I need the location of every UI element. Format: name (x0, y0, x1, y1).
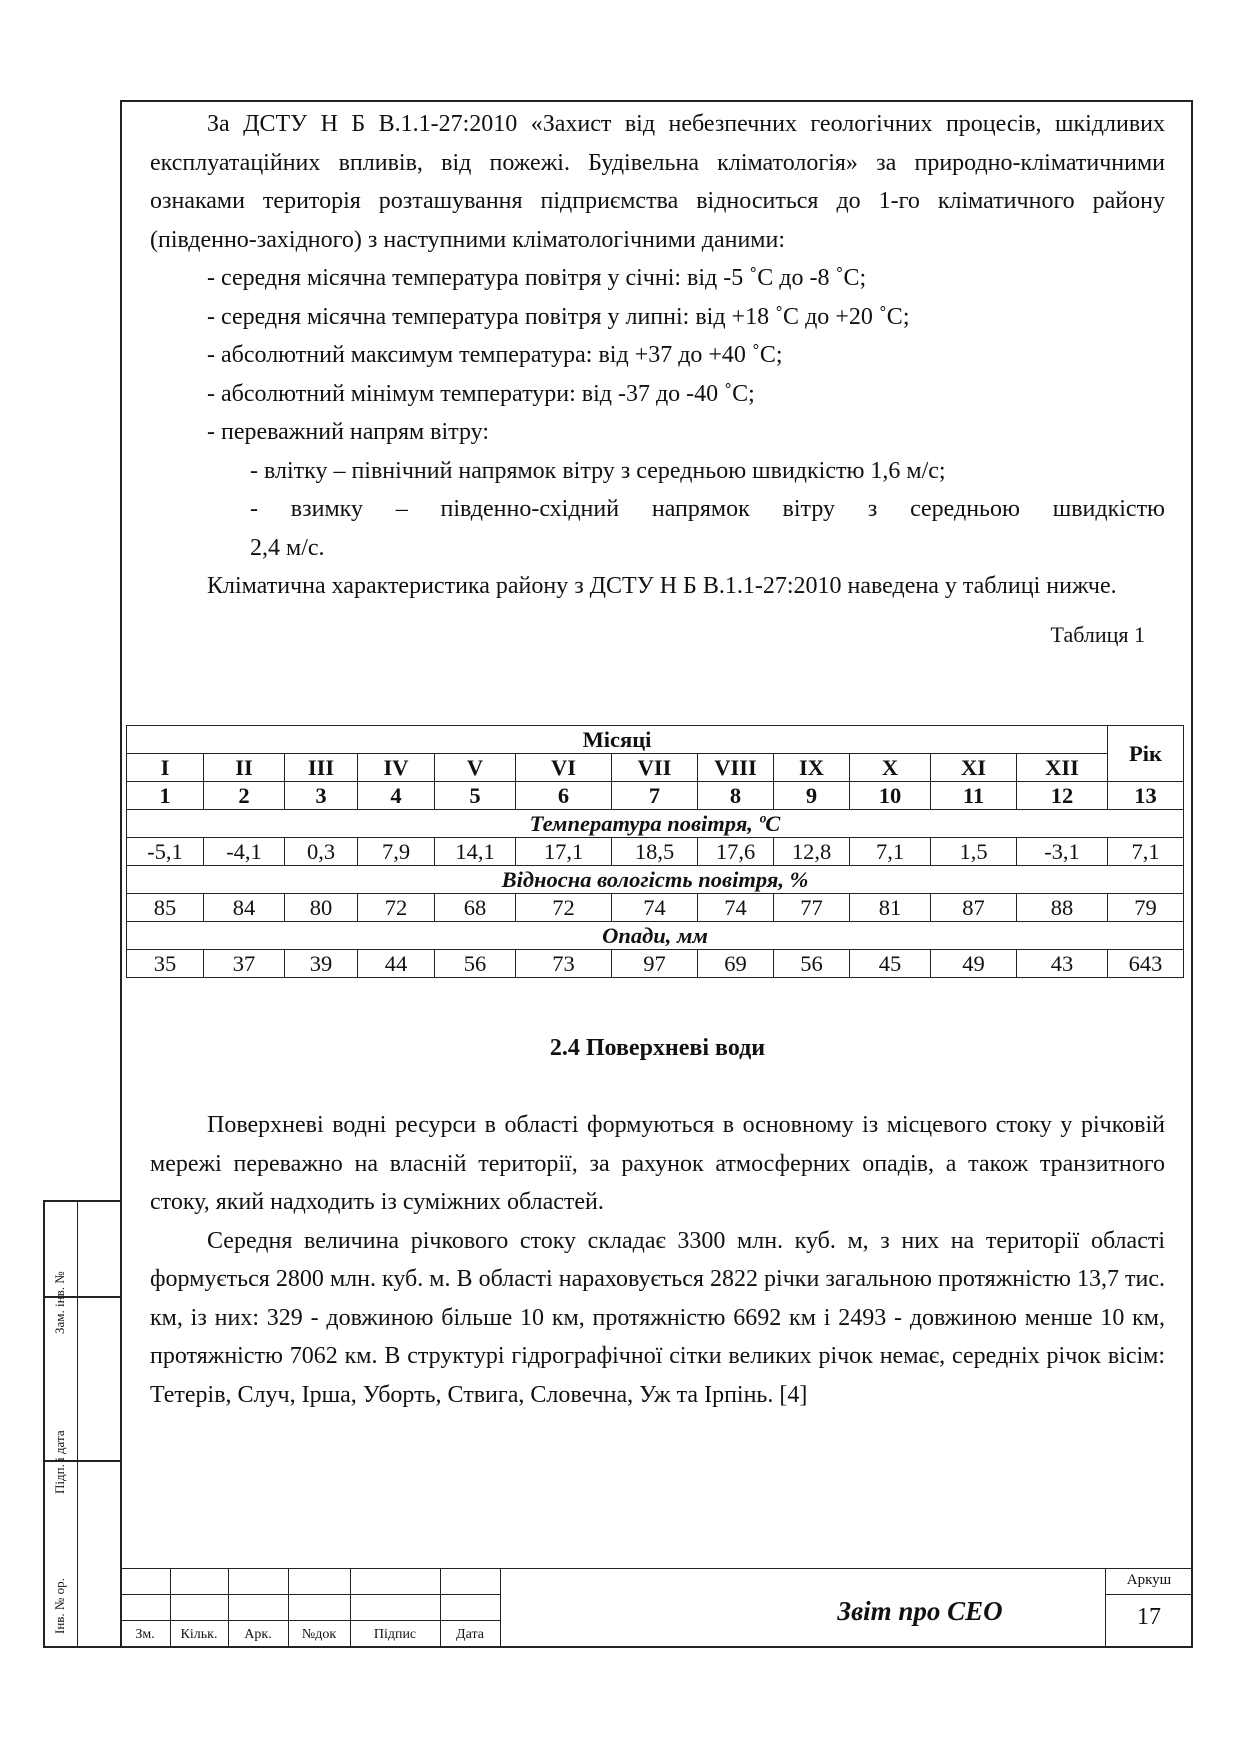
sub-list-item-continuation: 2,4 м/с. (250, 534, 325, 561)
table-cell: 97 (612, 950, 698, 978)
table-cell: 1,5 (931, 838, 1017, 866)
list-item: - переважний напрям вітру: (207, 419, 489, 445)
side-stamp-zam: Зам. інв. № (52, 1271, 67, 1334)
column-number: 11 (931, 782, 1017, 810)
month-roman-header: IV (358, 754, 435, 782)
section-paragraph: Поверхневі водні ресурси в області формуються в основному із місцевого стоку у річковій мережі переважно на власній території, за рахунок атмосферних опадів, а також транзитного стоку, який надходить із суміжних областей. (150, 1112, 1165, 1215)
stamp-label: Зм. (135, 1627, 155, 1642)
table-cell: 18,5 (612, 838, 698, 866)
sheet-label: Аркуш (1126, 1572, 1172, 1588)
table-section-title: Відносна вологість повітря, % (127, 866, 1184, 894)
stamp-label: Арк. (244, 1627, 272, 1642)
stamp-label: Підпис (373, 1627, 417, 1642)
table-caption: Таблиця 1 (1050, 621, 1145, 647)
month-roman-header: II (204, 754, 285, 782)
table-cell: -4,1 (204, 838, 285, 866)
months-header: Місяці (127, 726, 1108, 754)
column-number: 12 (1017, 782, 1108, 810)
stamp-label: №док (301, 1627, 337, 1642)
column-number: 13 (1108, 782, 1184, 810)
column-number: 6 (516, 782, 612, 810)
intro-text (150, 105, 1165, 652)
month-roman-header: XII (1017, 754, 1108, 782)
climate-table (126, 725, 1184, 978)
table-cell: 79 (1108, 894, 1184, 922)
stamp-label: Дата (456, 1627, 484, 1642)
table-cell: 69 (698, 950, 774, 978)
sheet-number: 17 (1137, 1604, 1161, 1630)
table-cell: 39 (285, 950, 358, 978)
document-title: Звіт про СЕО (837, 1596, 1003, 1626)
month-roman-header: VI (516, 754, 612, 782)
list-item: - середня місячна температура повітря у липні: від +18 ˚С до +20 ˚С; (207, 303, 910, 330)
intro-paragraph: За ДСТУ Н Б В.1.1-27:2010 «Захист від небезпечних геологічних процесів, шкідливих експлуатаційних впливів, від пожежі. Будівельна кліматологія» за природно-кліматичними ознаками територія розташування підприємства відноситься до 1-го кліматичного району (південно-західного) з наступними кліматологічними даними: (150, 111, 1165, 253)
month-roman-header: V (435, 754, 516, 782)
table-cell: 56 (774, 950, 850, 978)
table-cell: 643 (1108, 950, 1184, 978)
table-cell: 84 (204, 894, 285, 922)
column-number: 5 (435, 782, 516, 810)
month-roman-header: IX (774, 754, 850, 782)
table-row (127, 894, 1184, 922)
table-cell: -3,1 (1017, 838, 1108, 866)
table-cell: 17,6 (698, 838, 774, 866)
side-stamp-inv: Інв. № ор. (52, 1578, 67, 1634)
list-item: - абсолютний максимум температура: від +37 до +40 ˚С; (207, 342, 783, 368)
table-cell: 88 (1017, 894, 1108, 922)
table-intro-paragraph: Кліматична характеристика району з ДСТУ Н Б В.1.1-27:2010 наведена у таблиці нижче. (207, 573, 1117, 599)
title-block (120, 1568, 1193, 1648)
list-item: - абсолютний мінімум температури: від -37 до -40 ˚С; (207, 380, 755, 407)
table-cell: 72 (358, 894, 435, 922)
table-row (127, 950, 1184, 978)
table-cell: 68 (435, 894, 516, 922)
table-cell: 45 (850, 950, 931, 978)
stamp-label: Кільк. (180, 1627, 218, 1642)
table-cell: 12,8 (774, 838, 850, 866)
table-cell: 81 (850, 894, 931, 922)
table-row (127, 838, 1184, 866)
month-roman-header: VIII (698, 754, 774, 782)
table-cell: 73 (516, 950, 612, 978)
table-cell: 74 (612, 894, 698, 922)
table-cell: 7,1 (1108, 838, 1184, 866)
sub-list-item: - влітку – північний напрямок вітру з середньою швидкістю 1,6 м/с; (250, 457, 946, 484)
year-header: Рік (1108, 726, 1184, 782)
side-stamp-pidp: Підп. і дата (52, 1430, 67, 1494)
table-cell: 87 (931, 894, 1017, 922)
month-roman-header: I (127, 754, 204, 782)
table-section-title: Опади, мм (127, 922, 1184, 950)
column-number: 10 (850, 782, 931, 810)
month-roman-header: XI (931, 754, 1017, 782)
column-number: 8 (698, 782, 774, 810)
table-cell: 43 (1017, 950, 1108, 978)
table-cell: 74 (698, 894, 774, 922)
list-item: - середня місячна температура повітря у січні: від -5 ˚С до -8 ˚С; (207, 265, 867, 291)
column-number: 1 (127, 782, 204, 810)
table-cell: 44 (358, 950, 435, 978)
table-section-title: Температура повітря, ºС (127, 810, 1184, 838)
month-roman-header: X (850, 754, 931, 782)
column-number: 4 (358, 782, 435, 810)
column-number: 3 (285, 782, 358, 810)
month-roman-header: III (285, 754, 358, 782)
column-number: 2 (204, 782, 285, 810)
table-cell: 0,3 (285, 838, 358, 866)
table-cell: 72 (516, 894, 612, 922)
sub-list-item: - взимку – південно-східний напрямок вітру з середньою швидкістю (250, 496, 1165, 522)
table-cell: 56 (435, 950, 516, 978)
table-cell: 85 (127, 894, 204, 922)
section-paragraph: Середня величина річкового стоку складає 3300 млн. куб. м, з них на території області формується 2800 млн. куб. м. В області нараховується 2822 річки загальною протяжністю 13,7 тис. км, із них: 329 - довжиною більше 10 км, протяжністю 6692 км і 2493 - довжиною менше 10 км, протяжністю 7062 км. В структурі гідрографічної сітки великих річок немає, середніх річок вісім: Тетерів, Случ, Ірша, Уборть, Ствига, Словечна, Уж та Ірпінь. [4] (150, 1227, 1165, 1408)
side-stamp (43, 1200, 120, 1648)
table-cell: 7,1 (850, 838, 931, 866)
section-text (150, 1106, 1165, 1414)
month-roman-header: VII (612, 754, 698, 782)
table-cell: 80 (285, 894, 358, 922)
section-heading: 2.4 Поверхневі води (549, 1035, 766, 1061)
table-cell: 77 (774, 894, 850, 922)
table-cell: 37 (204, 950, 285, 978)
table-cell: 14,1 (435, 838, 516, 866)
column-number: 9 (774, 782, 850, 810)
table-cell: 49 (931, 950, 1017, 978)
column-number: 7 (612, 782, 698, 810)
table-cell: 17,1 (516, 838, 612, 866)
table-cell: 7,9 (358, 838, 435, 866)
table-cell: 35 (127, 950, 204, 978)
table-cell: -5,1 (127, 838, 204, 866)
